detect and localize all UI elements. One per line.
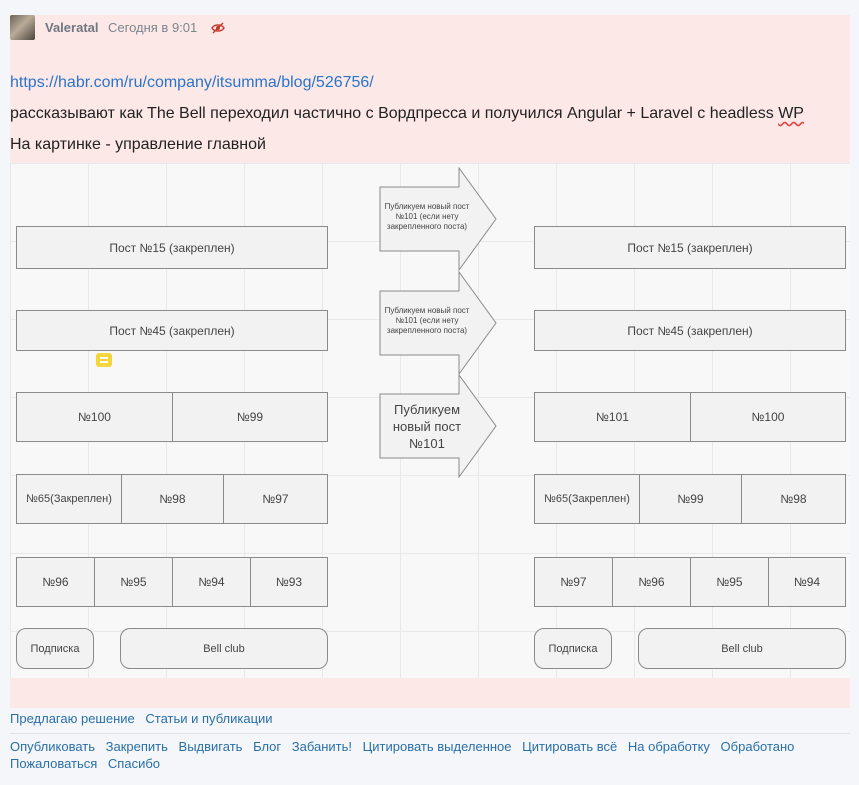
left-cell: №98 <box>121 474 224 524</box>
quote-selected-link[interactable]: Цитировать выделенное <box>362 739 512 754</box>
left-cell: №96 <box>16 557 95 607</box>
right-cell: №97 <box>534 557 613 607</box>
publish-link[interactable]: Опубликовать <box>10 739 96 754</box>
post-caption: На картинке - управление главной <box>10 136 266 153</box>
blog-link[interactable]: Блог <box>253 739 282 754</box>
suggest-solution-link[interactable]: Предлагаю решение <box>10 711 135 726</box>
right-cell: №100 <box>690 392 846 442</box>
right-pinned-post-1: Пост №15 (закреплен) <box>534 226 846 269</box>
pin-link[interactable]: Закрепить <box>105 739 168 754</box>
left-cell: №65(Закреплен) <box>16 474 122 524</box>
right-bell-club-block: Bell club <box>638 628 846 669</box>
right-cell: №98 <box>741 474 846 524</box>
divider <box>10 733 850 734</box>
processed-link[interactable]: Обработано <box>720 739 795 754</box>
right-cell: №94 <box>768 557 846 607</box>
left-cell: №94 <box>172 557 251 607</box>
right-pinned-post-2: Пост №45 (закреплен) <box>534 310 846 351</box>
post-footer-links <box>10 711 280 726</box>
left-cell: №100 <box>16 392 173 442</box>
arrow-label: Публикуем новый пост №101 (если нету закрепленного поста) <box>384 306 470 335</box>
left-pinned-post-2: Пост №45 (закреплен) <box>16 310 328 351</box>
left-cell: №93 <box>250 557 328 607</box>
quote-all-link[interactable]: Цитировать всё <box>522 739 618 754</box>
left-cell: №95 <box>94 557 173 607</box>
left-cell: №99 <box>172 392 328 442</box>
right-cell: №95 <box>690 557 769 607</box>
to-processing-link[interactable]: На обработку <box>627 739 710 754</box>
eye-off-icon[interactable] <box>211 21 225 35</box>
author-name[interactable]: Valeratal <box>45 20 99 35</box>
comment-sticker-icon[interactable] <box>96 353 112 367</box>
post-text <box>10 98 850 129</box>
avatar[interactable] <box>10 15 35 40</box>
thanks-link[interactable]: Спасибо <box>107 756 161 771</box>
right-cell: №65(Закреплен) <box>534 474 640 524</box>
left-pinned-post-1: Пост №15 (закреплен) <box>16 226 328 269</box>
articles-link[interactable]: Статьи и публикации <box>145 711 273 726</box>
post-body <box>10 67 850 160</box>
left-subscribe-block: Подписка <box>16 628 94 669</box>
ban-link[interactable]: Забанить! <box>291 739 353 754</box>
promote-link[interactable]: Выдвигать <box>178 739 243 754</box>
spellcheck-word: WP <box>778 105 804 122</box>
post-time: Сегодня в 9:01 <box>108 20 198 35</box>
right-subscribe-block: Подписка <box>534 628 612 669</box>
left-bell-club-block: Bell club <box>120 628 328 669</box>
post-actions <box>10 738 840 772</box>
right-cell: №99 <box>639 474 742 524</box>
right-cell: №101 <box>534 392 691 442</box>
post-header <box>10 15 850 41</box>
arrow-label: Публикуем новый пост №101 <box>392 401 462 451</box>
forum-post <box>10 15 850 708</box>
right-cell: №96 <box>612 557 691 607</box>
attached-diagram <box>10 163 850 678</box>
arrow-label: Публикуем новый пост №101 (если нету закрепленного поста) <box>384 202 470 231</box>
left-cell: №97 <box>223 474 328 524</box>
article-link[interactable]: https://habr.com/ru/company/itsumma/blog/526756/ <box>10 74 374 91</box>
report-link[interactable]: Пожаловаться <box>10 756 98 771</box>
post-text-main: рассказывают как The Bell переходил частично с Вордпресса и получился Angular + Laravel с headless <box>10 105 779 122</box>
